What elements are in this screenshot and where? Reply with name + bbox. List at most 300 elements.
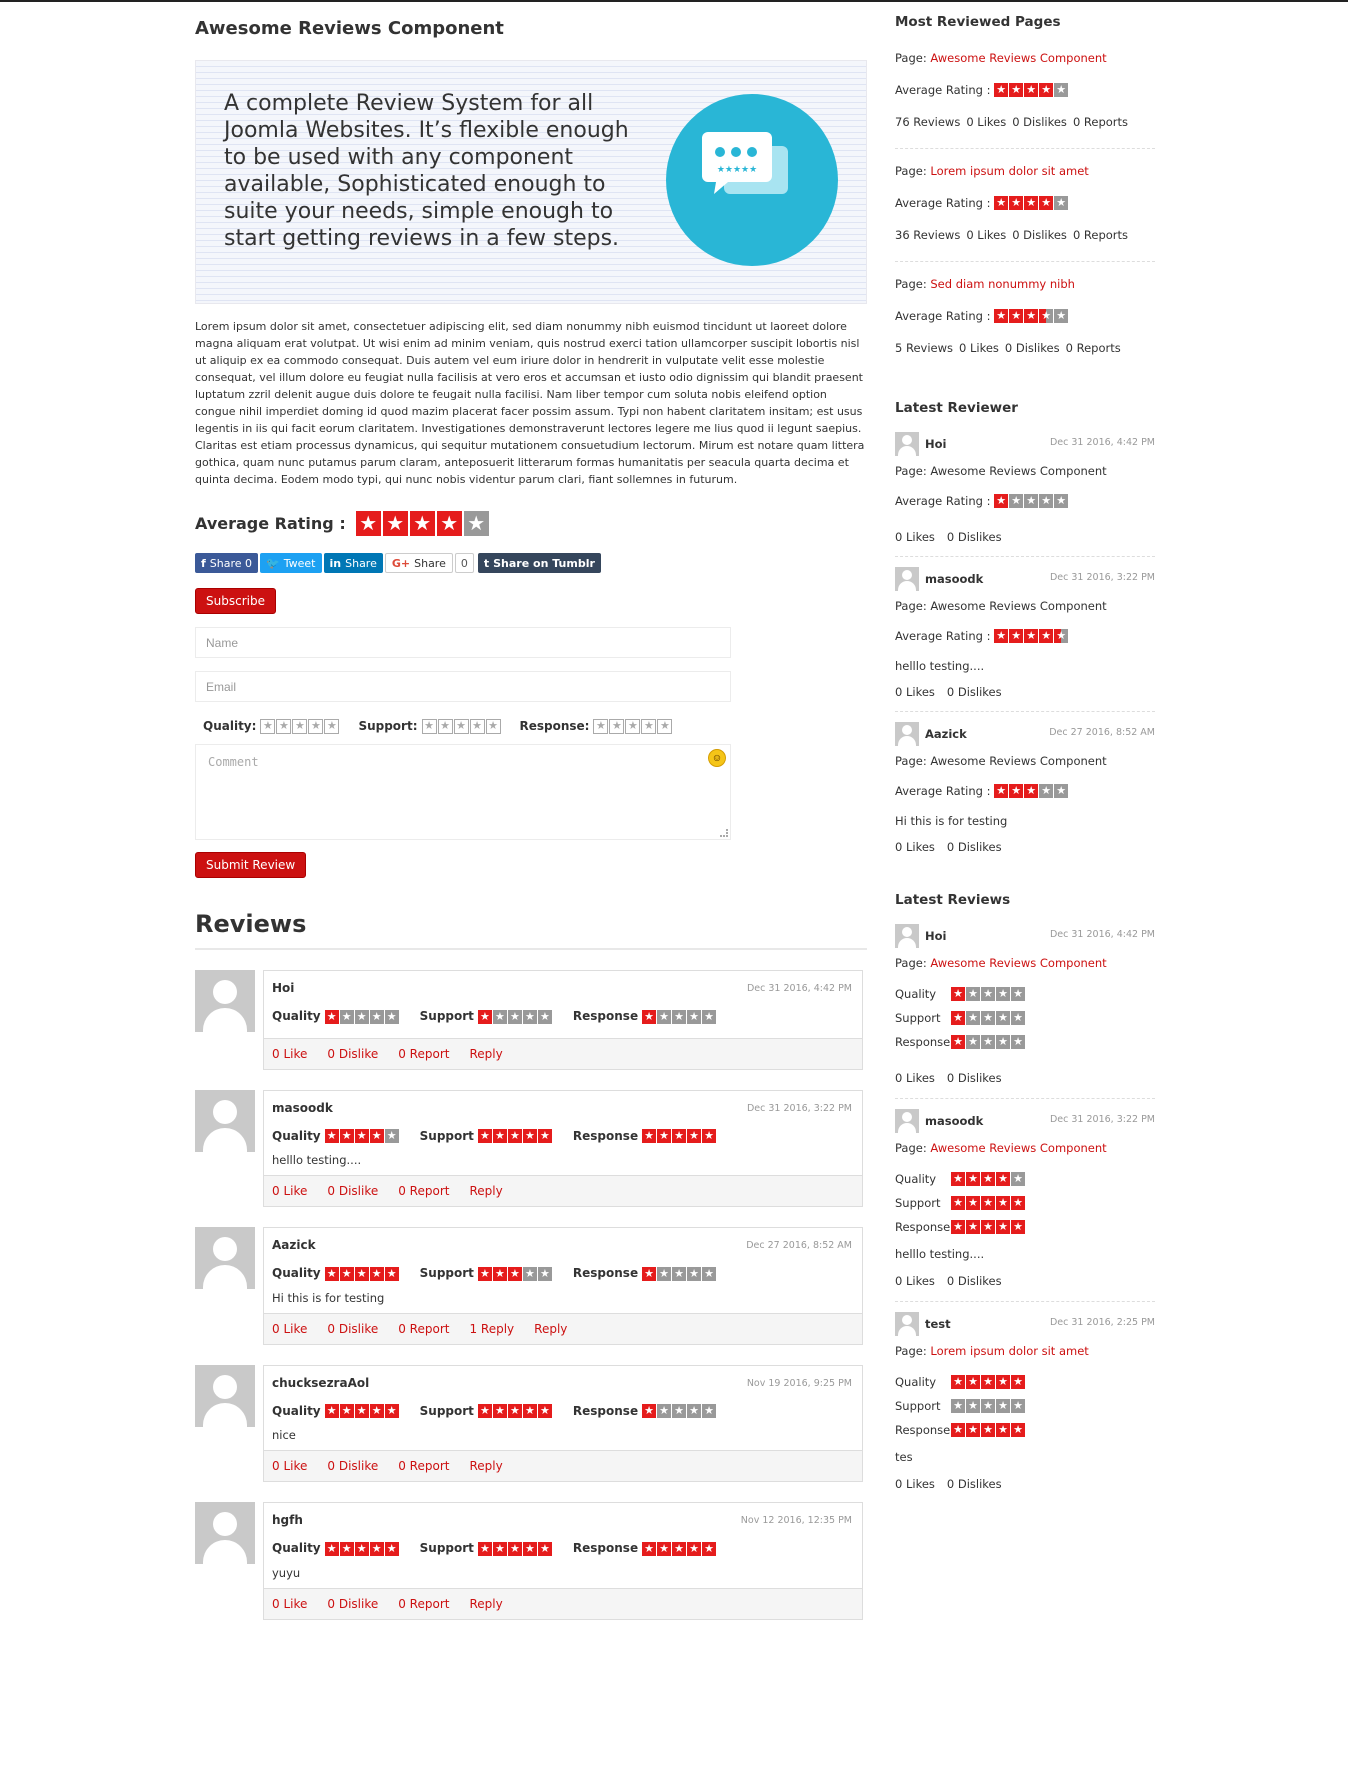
reviewer-name: hgfh bbox=[272, 1513, 303, 1527]
sidebar bbox=[895, 14, 1155, 1504]
star-icon: ★ bbox=[508, 1267, 522, 1281]
star-icon: ★ bbox=[996, 987, 1010, 1001]
review-actions bbox=[264, 1313, 862, 1344]
reports-count: 0 Reports bbox=[1065, 341, 1121, 355]
star-icon: ★ bbox=[657, 1542, 671, 1556]
review-date: Nov 12 2016, 12:35 PM bbox=[740, 1515, 852, 1526]
star-icon: ★ bbox=[1039, 784, 1053, 798]
star-icon: ★ bbox=[308, 719, 323, 734]
avatar bbox=[195, 1227, 255, 1289]
star-icon: ★ bbox=[625, 719, 640, 734]
star-icon: ★ bbox=[355, 1542, 369, 1556]
star-icon: ★ bbox=[292, 719, 307, 734]
star-icon: ★ bbox=[325, 1129, 339, 1143]
top-border bbox=[0, 0, 1348, 2]
star-icon: ★ bbox=[996, 1035, 1010, 1049]
reply-link[interactable]: Reply bbox=[469, 1184, 503, 1198]
star-icon: ★ bbox=[657, 1129, 671, 1143]
comment-textarea[interactable] bbox=[195, 744, 731, 840]
quality-stars bbox=[951, 1375, 1026, 1390]
likes-count: 0 Likes bbox=[966, 115, 1007, 129]
avatar bbox=[895, 1109, 919, 1133]
page-label: Page: bbox=[895, 1344, 927, 1358]
page-link[interactable]: Awesome Reviews Component bbox=[930, 51, 1107, 65]
star-icon: ★ bbox=[325, 1404, 339, 1418]
average-rating-label: Average Rating : bbox=[895, 629, 991, 643]
star-icon: ★ bbox=[1011, 1220, 1025, 1234]
review-count: 76 Reviews bbox=[895, 115, 961, 129]
star-icon: ★ bbox=[1011, 1196, 1025, 1210]
like-link[interactable]: 0 Like bbox=[272, 1184, 308, 1198]
review-actions bbox=[264, 1450, 862, 1481]
star-icon: ★ bbox=[996, 1172, 1010, 1186]
likes-count: 0 Likes bbox=[895, 530, 935, 544]
star-icon: ★ bbox=[493, 1404, 507, 1418]
review-date: Dec 31 2016, 3:22 PM bbox=[1049, 572, 1155, 583]
support-stars bbox=[478, 1404, 553, 1419]
review-actions bbox=[264, 1175, 862, 1206]
average-rating-label: Average Rating : bbox=[895, 494, 991, 508]
star-icon: ★ bbox=[994, 83, 1008, 97]
star-icon: ★ bbox=[324, 719, 339, 734]
dislikes-count: 0 Dislikes bbox=[946, 1071, 1002, 1085]
star-icon: ★ bbox=[523, 1010, 537, 1024]
report-link[interactable]: 0 Report bbox=[398, 1596, 450, 1611]
likes-count: 0 Likes bbox=[959, 341, 999, 355]
most-reviewed-item bbox=[895, 149, 1155, 262]
star-icon: ★ bbox=[493, 1267, 507, 1281]
support-label: Support bbox=[895, 1399, 941, 1413]
star-icon: ★ bbox=[383, 511, 408, 536]
star-icon: ★ bbox=[385, 1010, 399, 1024]
response-rating-input[interactable] bbox=[593, 719, 673, 734]
review-item bbox=[195, 1365, 867, 1483]
response-stars bbox=[642, 1266, 717, 1281]
quality-stars bbox=[325, 1009, 400, 1024]
avatar bbox=[195, 1090, 255, 1152]
dislike-link[interactable]: 0 Dislike bbox=[327, 1459, 379, 1473]
support-stars bbox=[478, 1266, 553, 1281]
star-icon: ★ bbox=[641, 719, 656, 734]
average-rating-stars bbox=[994, 629, 1069, 644]
support-label: Support bbox=[895, 1011, 941, 1025]
report-link[interactable]: 0 Report bbox=[398, 1459, 450, 1473]
star-icon: ★ bbox=[1054, 784, 1068, 798]
support-rating-label: Support: bbox=[358, 719, 418, 733]
star-icon: ★ bbox=[966, 1423, 980, 1437]
report-link[interactable]: 0 Report bbox=[398, 1184, 450, 1198]
star-icon: ★ bbox=[996, 1375, 1010, 1389]
replies-link[interactable]: 1 Reply bbox=[469, 1321, 515, 1336]
subscribe-button[interactable]: Subscribe bbox=[195, 588, 276, 614]
page-link[interactable]: Lorem ipsum dolor sit amet bbox=[930, 1344, 1089, 1358]
dislike-link[interactable]: 0 Dislike bbox=[327, 1596, 379, 1611]
page-label: Page: bbox=[895, 51, 927, 65]
star-icon: ★ bbox=[994, 784, 1008, 798]
average-rating bbox=[195, 508, 867, 538]
star-icon: ★ bbox=[981, 1220, 995, 1234]
latest-review-item bbox=[895, 1099, 1155, 1302]
review-box bbox=[263, 1227, 863, 1345]
quality-label: Quality bbox=[272, 1266, 321, 1281]
star-icon: ★ bbox=[1039, 196, 1053, 210]
avatar bbox=[895, 722, 919, 746]
dislike-link[interactable]: 0 Dislike bbox=[327, 1321, 379, 1336]
star-icon: ★ bbox=[687, 1129, 701, 1143]
dislikes-count: 0 Dislikes bbox=[1012, 228, 1067, 242]
star-icon: ★ bbox=[994, 196, 1008, 210]
star-icon: ★ bbox=[493, 1542, 507, 1556]
star-icon: ★ bbox=[538, 1404, 552, 1418]
review-actions bbox=[264, 1038, 862, 1069]
star-icon: ★ bbox=[981, 1196, 995, 1210]
star-icon: ★ bbox=[355, 1267, 369, 1281]
review-comment: tes bbox=[895, 1450, 913, 1464]
support-stars bbox=[478, 1541, 553, 1556]
star-icon: ★ bbox=[966, 987, 980, 1001]
most-reviewed-heading: Most Reviewed Pages bbox=[895, 14, 1061, 30]
star-icon: ★ bbox=[508, 1542, 522, 1556]
star-icon: ★ bbox=[642, 1267, 656, 1281]
reviewer-name: chucksezraAol bbox=[272, 1375, 370, 1390]
review-item bbox=[195, 1090, 867, 1208]
star-icon: ★ bbox=[642, 1404, 656, 1418]
page-label: Page: bbox=[895, 277, 927, 291]
star-icon: ★ bbox=[260, 719, 275, 734]
submit-review-button[interactable]: Submit Review bbox=[195, 852, 306, 878]
svg-text:★★★★★: ★★★★★ bbox=[716, 165, 758, 175]
most-reviewed-item bbox=[895, 36, 1155, 149]
likes-count: 0 Likes bbox=[966, 228, 1007, 242]
star-icon: ★ bbox=[1011, 1375, 1025, 1389]
average-rating-stars bbox=[994, 83, 1069, 98]
latest-reviews-list bbox=[895, 914, 1155, 1504]
review-item bbox=[195, 970, 867, 1070]
star-icon: ★ bbox=[370, 1542, 384, 1556]
star-icon: ★ bbox=[996, 1196, 1010, 1210]
review-item bbox=[195, 1502, 867, 1620]
average-rating-label: Average Rating : bbox=[895, 83, 991, 97]
support-stars bbox=[951, 1011, 1026, 1026]
star-icon: ★ bbox=[1054, 196, 1068, 210]
star-icon: ★ bbox=[523, 1129, 537, 1143]
reply-link[interactable]: Reply bbox=[469, 1046, 503, 1061]
star-icon: ★ bbox=[642, 1542, 656, 1556]
likes-count: 0 Likes bbox=[895, 685, 935, 699]
support-label: Support bbox=[419, 1266, 474, 1281]
star-icon: ★ bbox=[657, 1267, 671, 1281]
name-input[interactable]: Name bbox=[195, 627, 731, 658]
average-rating-stars bbox=[994, 784, 1069, 799]
star-icon: ★ bbox=[951, 1375, 965, 1389]
reviews-list bbox=[195, 970, 867, 1620]
rating-inputs bbox=[195, 718, 867, 734]
response-label: Response bbox=[572, 1128, 639, 1143]
star-icon: ★ bbox=[1009, 784, 1023, 798]
twitter-icon: 🐦 bbox=[266, 556, 280, 570]
dislikes-count: 0 Dislikes bbox=[946, 530, 1002, 544]
comment-placeholder: Comment bbox=[208, 755, 259, 769]
star-icon: ★ bbox=[951, 1172, 965, 1186]
review-ratings bbox=[272, 1266, 854, 1281]
star-icon: ★ bbox=[340, 1010, 354, 1024]
star-icon: ★ bbox=[385, 1404, 399, 1418]
response-stars bbox=[642, 1404, 717, 1419]
quality-label: Quality bbox=[895, 987, 937, 1001]
star-icon: ★ bbox=[657, 1404, 671, 1418]
star-icon: ★ bbox=[1009, 629, 1023, 643]
quality-label: Quality bbox=[272, 1009, 321, 1024]
quality-rating-label: Quality: bbox=[203, 719, 257, 733]
star-icon: ★ bbox=[508, 1010, 522, 1024]
review-ratings bbox=[272, 1404, 854, 1419]
average-rating-label: Average Rating : bbox=[195, 513, 346, 533]
star-icon: ★ bbox=[508, 1404, 522, 1418]
dislikes-count: 0 Dislikes bbox=[1012, 115, 1067, 129]
reviewer-name: masoodk bbox=[272, 1100, 333, 1115]
page-title: Awesome Reviews Component bbox=[195, 18, 504, 39]
dislike-link[interactable]: 0 Dislike bbox=[327, 1184, 379, 1198]
response-label: Response bbox=[572, 1403, 639, 1418]
star-icon: ★ bbox=[1054, 309, 1068, 323]
review-ratings bbox=[272, 1009, 854, 1024]
star-icon: ★ bbox=[687, 1542, 701, 1556]
average-rating-stars bbox=[994, 196, 1069, 211]
star-icon: ★ bbox=[355, 1404, 369, 1418]
quality-stars bbox=[325, 1404, 400, 1419]
facebook-icon: f bbox=[201, 556, 206, 570]
star-icon: ★ bbox=[1011, 1172, 1025, 1186]
support-stars bbox=[478, 1129, 553, 1144]
reviewer-name: Hoi bbox=[925, 929, 947, 943]
star-icon: ★ bbox=[1011, 1399, 1025, 1413]
star-icon: ★ bbox=[1011, 1423, 1025, 1437]
review-date: Dec 31 2016, 3:22 PM bbox=[746, 1102, 852, 1114]
page-link[interactable]: Awesome Reviews Component bbox=[930, 956, 1107, 970]
dislikes-count: 0 Dislikes bbox=[946, 1477, 1002, 1491]
star-icon: ★ bbox=[276, 719, 291, 734]
star-icon: ★ bbox=[486, 719, 501, 734]
latest-review-item bbox=[895, 914, 1155, 1099]
dislike-link[interactable]: 0 Dislike bbox=[327, 1046, 379, 1061]
twitter-tweet-button[interactable]: 🐦 Tweet bbox=[260, 553, 321, 573]
star-icon: ★ bbox=[470, 719, 485, 734]
review-comment: helllo testing.... bbox=[272, 1153, 362, 1167]
review-comment: nice bbox=[272, 1428, 296, 1442]
review-date: Dec 31 2016, 3:22 PM bbox=[1049, 1114, 1155, 1125]
star-icon: ★ bbox=[996, 1011, 1010, 1025]
star-icon: ★ bbox=[593, 719, 608, 734]
star-icon: ★ bbox=[702, 1010, 716, 1024]
review-box bbox=[263, 970, 863, 1070]
review-date: Dec 27 2016, 8:52 AM bbox=[1049, 727, 1155, 738]
star-icon: ★ bbox=[966, 1196, 980, 1210]
like-link[interactable]: 0 Like bbox=[272, 1596, 308, 1611]
response-stars bbox=[951, 1035, 1026, 1050]
star-icon: ★ bbox=[981, 1172, 995, 1186]
quality-rating-input[interactable] bbox=[260, 719, 340, 734]
page-text: Page: Awesome Reviews Component bbox=[895, 599, 1107, 613]
review-actions bbox=[264, 1588, 862, 1619]
reply-link[interactable]: Reply bbox=[469, 1459, 503, 1473]
avatar bbox=[195, 970, 255, 1032]
star-icon: ★ bbox=[996, 1423, 1010, 1437]
quality-label: Quality bbox=[895, 1172, 937, 1186]
star-icon: ★ bbox=[687, 1404, 701, 1418]
likes-count: 0 Likes bbox=[895, 1274, 935, 1288]
star-icon: ★ bbox=[1011, 1011, 1025, 1025]
page-link[interactable]: Awesome Reviews Component bbox=[930, 1141, 1107, 1155]
star-icon: ★ bbox=[1039, 629, 1053, 643]
support-label: Support bbox=[419, 1009, 474, 1024]
dislikes-count: 0 Dislikes bbox=[946, 840, 1002, 854]
response-label: Response bbox=[572, 1266, 639, 1281]
review-date: Nov 19 2016, 9:25 PM bbox=[746, 1377, 852, 1389]
response-label: Response bbox=[572, 1541, 639, 1556]
latest-reviewer-list bbox=[895, 422, 1155, 866]
review-ratings bbox=[272, 1541, 854, 1556]
star-icon: ★ bbox=[438, 719, 453, 734]
star-icon: ★ bbox=[508, 1129, 522, 1143]
share-bar bbox=[195, 552, 867, 574]
star-icon: ★ bbox=[478, 1129, 492, 1143]
star-icon: ★ bbox=[478, 1542, 492, 1556]
star-icon: ★ bbox=[642, 1129, 656, 1143]
star-icon: ★ bbox=[981, 1035, 995, 1049]
star-icon: ★ bbox=[340, 1404, 354, 1418]
star-icon: ★ bbox=[493, 1129, 507, 1143]
star-icon: ★ bbox=[493, 1010, 507, 1024]
star-icon: ★ bbox=[994, 309, 1008, 323]
response-label: Response bbox=[895, 1035, 951, 1049]
star-icon: ★ bbox=[1039, 309, 1053, 323]
star-icon: ★ bbox=[422, 719, 437, 734]
star-icon: ★ bbox=[1024, 784, 1038, 798]
reviewer-name: Hoi bbox=[925, 437, 947, 451]
star-icon: ★ bbox=[981, 1011, 995, 1025]
reply-link[interactable]: Reply bbox=[534, 1321, 568, 1336]
star-icon: ★ bbox=[1054, 83, 1068, 97]
star-icon: ★ bbox=[966, 1035, 980, 1049]
support-rating-input[interactable] bbox=[422, 719, 502, 734]
dislikes-count: 0 Dislikes bbox=[946, 685, 1002, 699]
star-icon: ★ bbox=[657, 1010, 671, 1024]
star-icon: ★ bbox=[325, 1267, 339, 1281]
report-link[interactable]: 0 Report bbox=[398, 1046, 450, 1061]
reviewer-name: masoodk bbox=[925, 572, 984, 586]
quality-label: Quality bbox=[272, 1403, 321, 1418]
star-icon: ★ bbox=[657, 719, 672, 734]
review-comment: Hi this is for testing bbox=[895, 814, 1008, 828]
star-icon: ★ bbox=[996, 1220, 1010, 1234]
star-icon: ★ bbox=[538, 1010, 552, 1024]
likes-count: 0 Likes bbox=[895, 840, 935, 854]
google-plus-share-button[interactable]: G+ Share bbox=[385, 553, 453, 573]
linkedin-share-button[interactable]: in Share bbox=[324, 553, 383, 573]
response-label: Response bbox=[895, 1220, 951, 1234]
response-rating-label: Response: bbox=[519, 719, 590, 733]
review-comment: helllo testing.... bbox=[895, 659, 985, 673]
avatar bbox=[895, 1312, 919, 1336]
support-label: Support bbox=[419, 1403, 474, 1418]
reports-count: 0 Reports bbox=[1072, 115, 1129, 129]
reviewer-name: Hoi bbox=[272, 981, 295, 995]
star-icon: ★ bbox=[672, 1010, 686, 1024]
page-link[interactable]: Sed diam nonummy nibh bbox=[930, 277, 1075, 291]
reviews-heading: Reviews bbox=[195, 910, 867, 950]
star-icon: ★ bbox=[454, 719, 469, 734]
like-link[interactable]: 0 Like bbox=[272, 1046, 308, 1061]
banner-image bbox=[195, 60, 867, 304]
star-icon: ★ bbox=[994, 494, 1008, 508]
star-icon: ★ bbox=[385, 1267, 399, 1281]
like-link[interactable]: 0 Like bbox=[272, 1321, 308, 1336]
review-box bbox=[263, 1365, 863, 1483]
support-label: Support bbox=[895, 1196, 941, 1210]
report-link[interactable]: 0 Report bbox=[398, 1321, 450, 1336]
facebook-share-button[interactable]: f Share 0 bbox=[195, 553, 258, 573]
avatar bbox=[895, 924, 919, 948]
resize-handle[interactable] bbox=[720, 829, 728, 837]
star-icon: ★ bbox=[672, 1542, 686, 1556]
response-stars bbox=[642, 1541, 717, 1556]
star-icon: ★ bbox=[951, 1423, 965, 1437]
star-icon: ★ bbox=[702, 1404, 716, 1418]
star-icon: ★ bbox=[981, 1375, 995, 1389]
star-icon: ★ bbox=[951, 1399, 965, 1413]
review-box bbox=[263, 1502, 863, 1620]
review-count: 36 Reviews bbox=[895, 228, 961, 242]
support-stars bbox=[951, 1399, 1026, 1414]
reviewer-name: Aazick bbox=[925, 727, 967, 741]
email-input[interactable]: Email bbox=[195, 671, 731, 702]
likes-count: 0 Likes bbox=[895, 1071, 935, 1085]
support-label: Support bbox=[419, 1541, 474, 1556]
latest-review-item bbox=[895, 1302, 1155, 1504]
support-label: Support bbox=[419, 1128, 474, 1143]
tumblr-share-button[interactable]: t Share on Tumblr bbox=[478, 553, 601, 573]
avatar bbox=[895, 432, 919, 456]
review-ratings bbox=[272, 1129, 854, 1144]
star-icon: ★ bbox=[1039, 494, 1053, 508]
emoji-picker-icon[interactable]: ☺ bbox=[708, 749, 726, 767]
page-label: Page: bbox=[895, 956, 927, 970]
likes-count: 0 Likes bbox=[895, 1477, 935, 1491]
star-icon: ★ bbox=[702, 1267, 716, 1281]
google-plus-count: 0 bbox=[455, 553, 474, 573]
star-icon: ★ bbox=[1054, 494, 1068, 508]
star-icon: ★ bbox=[642, 1010, 656, 1024]
review-box bbox=[263, 1090, 863, 1208]
banner-text: A complete Review System for all Joomla Websites. It’s flexible enough to be used with any component available, Sophisticated enough to suite your needs, simple enough to start getting reviews in a few steps. bbox=[224, 91, 629, 251]
star-icon: ★ bbox=[1024, 83, 1038, 97]
avatar bbox=[195, 1502, 255, 1564]
review-date: Dec 27 2016, 8:52 AM bbox=[746, 1240, 852, 1251]
page-link[interactable]: Lorem ipsum dolor sit amet bbox=[930, 164, 1089, 178]
quality-label: Quality bbox=[272, 1541, 321, 1556]
reply-link[interactable]: Reply bbox=[469, 1596, 503, 1611]
star-icon: ★ bbox=[966, 1375, 980, 1389]
star-icon: ★ bbox=[523, 1542, 537, 1556]
chat-bubble-icon bbox=[666, 94, 838, 266]
star-icon: ★ bbox=[523, 1267, 537, 1281]
average-rating-label: Average Rating : bbox=[895, 784, 991, 798]
star-icon: ★ bbox=[981, 987, 995, 1001]
support-stars bbox=[478, 1009, 553, 1024]
main-content bbox=[195, 14, 867, 1620]
like-link[interactable]: 0 Like bbox=[272, 1459, 308, 1473]
star-icon: ★ bbox=[672, 1129, 686, 1143]
